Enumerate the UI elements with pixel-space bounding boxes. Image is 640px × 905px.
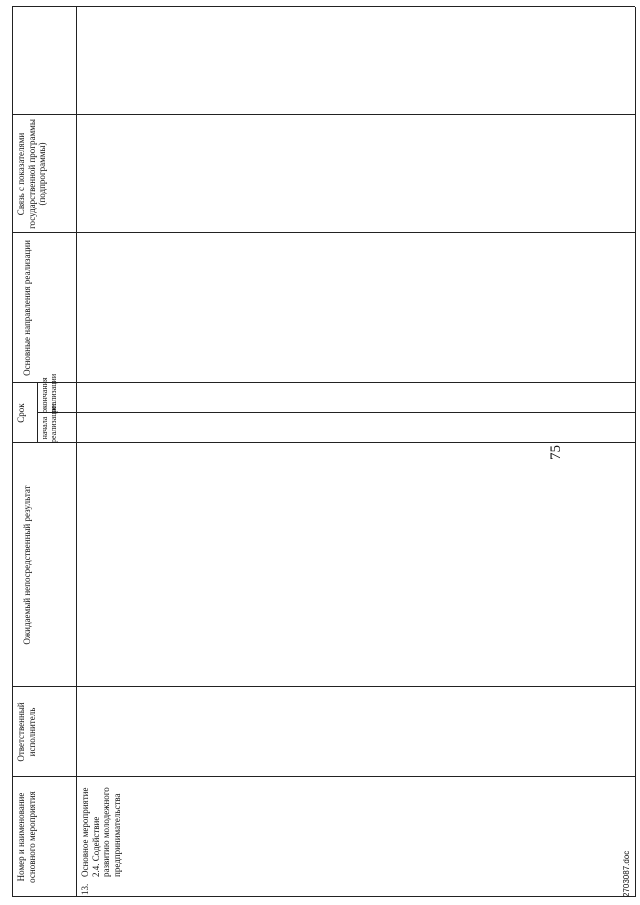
row-number: 13. <box>80 883 90 895</box>
row-name: Основное мероприятие 2.4. Содействие развитию молодежного предпринимательства <box>80 787 122 877</box>
header-num-name: Номер и наименование основного мероприятия <box>16 791 37 883</box>
header-end: окончания реализации <box>40 373 58 413</box>
header-term: Срок <box>16 403 26 423</box>
header-result: Ожидаемый непосредственный результат <box>22 485 32 645</box>
header-link: Связь с показателями государственной программы (подпрограммы) <box>16 119 47 229</box>
footer-filename: 2703087.doc <box>622 850 631 897</box>
header-responsible: Ответственный исполнитель <box>16 702 37 762</box>
page-number: 75 <box>548 445 564 460</box>
header-start: начала реализации <box>40 403 58 443</box>
header-directions: Основные направления реализации <box>22 240 32 376</box>
